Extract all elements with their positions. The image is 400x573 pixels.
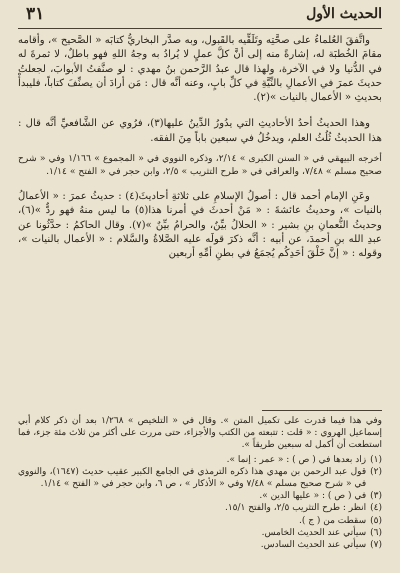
footnote-item: [18, 466, 382, 490]
main-text: [18, 34, 382, 268]
footnote-number: (٤): [370, 503, 382, 514]
footnote-number: (١): [370, 454, 382, 465]
footnote-number: (٦): [370, 527, 382, 538]
reference-note: أخرجه البيهقي في « السنن الكبرى » ٢/١٤، وذكره النووي في « المجموع » ١/١٦٦ وفي « شرح صحيح مسلم » ٧/٤٨، والعراقي في « طرح التثريب » ٢/٥، وابن حجر في « الفتح » ١/١٤.: [18, 153, 382, 178]
footnote-item: [18, 454, 382, 466]
footnote-divider: [262, 410, 382, 411]
footnote-number: (٧): [370, 540, 382, 551]
running-head: الحديث الأول: [306, 6, 382, 22]
paragraph-shafii: وهذا الحديثُ أحدُ الأحاديثِ التي يدُورُ الدِّينُ عليها(٣)، فرُوي عن الشَّافعيِّ أنَّه قال : هذا الحديثُ ثُلُثُ العلم، ويدخُلُ في سبعين باباً مِنَ الفقه.: [18, 118, 382, 144]
footnote-number: (٢): [370, 466, 382, 477]
footnote-item: [18, 539, 382, 551]
footnote-number: (٥): [370, 515, 382, 526]
paragraph-consensus: واتَّفقَ العُلماءُ على صحَّتِه وتَلَقِّيه بالقَبول، وبه صدَّر البخاريُّ كتابَه « الصَّحيح »، وأقامه مقامَ الخُطبَة له، إشارةً منه إلى أنَّ كلَّ عملٍ لا يُرادُ به وجهُ اللهِ فهو باطلٌ، لا ثمرةَ له في الدُّنيا ولا في الآخرة، ولهذا قال عبدُ الرَّحمن بنُ مهدي : لو صنَّفتُ الأبوابَ، لجعلتُ حديثَ عمرَ في الأعمالِ بالنِّيَّةِ في كلِّ بابٍ، وعنه أنَّه قال : مَن أرادَ أن يصنِّفَ كتاباً، فليبدأْ بحديثِ « الأعمال بالنيات »(٢).: [18, 35, 382, 104]
footnote-text: قول عبد الرحمن بن مهدي هذا ذكره الترمذي في الجامع الكبير عقيب حديث (١٦٤٧)، والنووي في « شرح صحيح مسلم » ٧/٤٨ وفي « الأذكار » ، ص ٦، وابن حجر في « الفتح » ١/١٤.: [18, 466, 367, 490]
footnotes: [18, 410, 382, 551]
footnote-item: [18, 515, 382, 527]
footnote-item: [18, 527, 382, 539]
footnote-text: سيأتي عند الحديث السادس.: [260, 540, 367, 551]
footnote-text: زاد بعدها في ( ص ) : « عمر : إنما ».: [226, 454, 367, 465]
footnote-text: سيأتي عند الحديث الخامس.: [261, 527, 367, 538]
footnote-text: في ( ص ) : « عليها الدين ».: [259, 491, 367, 502]
footnote-text: انظر : طرح التثريب ٢/٥، والفتح ١٥/١.: [224, 503, 367, 514]
page-number: ٣١: [26, 4, 45, 24]
footnote-text: سقطت من ( ج ).: [299, 515, 367, 526]
footnote-number: (٣): [370, 491, 382, 502]
page-header: [18, 4, 382, 29]
footnote-continuation: وفي هذا فيما قدرت على تكميل المتن ». وقال في « التلخيص » ١/٢٦٨ بعد أن ذكر كلام أبي إسماعيل الهروي : « قلت : تتبعته من الكتب والأجزاء، حتى مررت على أكثر من ثلاث مئة جزء، فما استطعت أن أكمل له سبعين طريقاً ».: [18, 416, 382, 451]
footnote-item: [18, 502, 382, 514]
footnote-item: [18, 490, 382, 502]
paragraph-ahmad: وعَنِ الإمام أحمد قال : أصولُ الإسلامِ على ثلاثةِ أحاديثَ(٤) : حديثُ عمرَ : « الأعمالُ بالنيات »، وحديثُ عائشةَ : « مَنْ أحدثَ في أمرنا هذا(٥) ما ليس منهُ فهو ردٌّ »(٦)، وحديثُ النُّعمانِ بنِ بشير : « الحلالُ بيِّنٌ، والحرامُ بيِّنٌ »(٧). وقال الحاكمُ : حدَّثُونا عن عبدِ الله بنِ أحمدَ، عن أبيه : أنَّه ذكرَ قولَه عليه الصَّلاةُ والسَّلام : « الأعمال بالنيات »، وقوله : « إنَّ خَلْقَ أحَدِكُم يُجمَعُ في بطنِ أمِّهِ أربعين: [18, 191, 382, 260]
